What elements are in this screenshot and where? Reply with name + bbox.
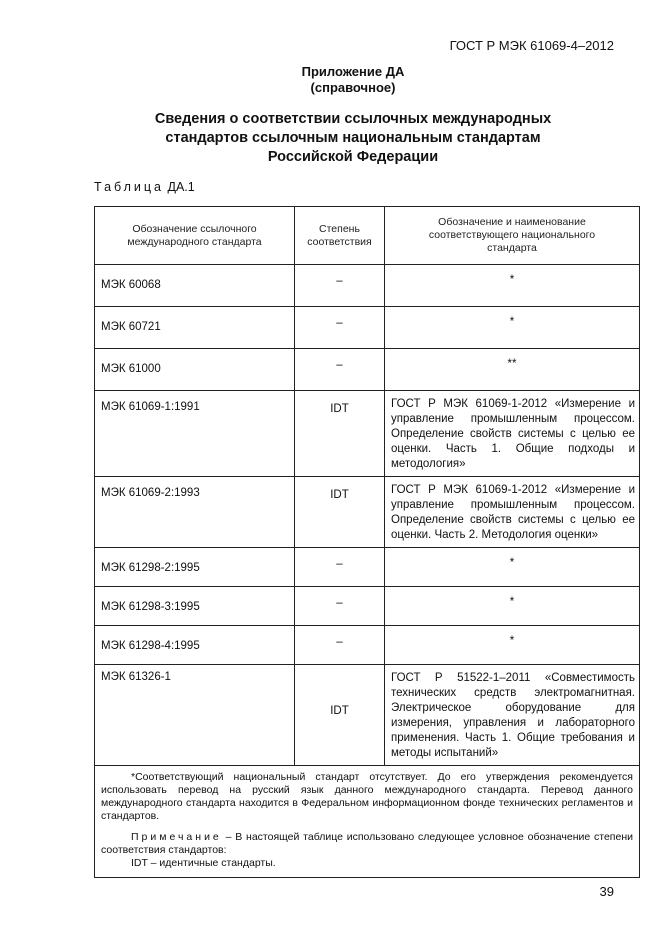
cell-degree: – bbox=[295, 265, 385, 307]
cell-national: * bbox=[385, 626, 640, 665]
table-row bbox=[95, 665, 640, 766]
cell-standard: МЭК 60721 bbox=[95, 307, 295, 349]
cell-national: * bbox=[385, 307, 640, 349]
cell-degree: – bbox=[295, 626, 385, 665]
cell-national: * bbox=[385, 587, 640, 626]
cell-national: ГОСТ Р МЭК 61069-1-2012 «Измерение и управление промышленным процессом. Определение свойств системы с целью ее оценки. Часть 2. Методология оценки» bbox=[385, 477, 640, 548]
page-title bbox=[0, 110, 661, 167]
table-row bbox=[95, 477, 640, 548]
note-item: IDT – идентичные стандарты. bbox=[131, 857, 276, 869]
cell-national: ** bbox=[385, 349, 640, 391]
table-row bbox=[95, 626, 640, 665]
title-line-3: Российской Федерации bbox=[267, 149, 439, 165]
cell-national: ГОСТ Р 51522-1–2011 «Совместимость технических средств электромагнитная. Электрическое оборудование для измерения, управления и лабораторного применения. Часть 1. Общие требования и методы испытаний» bbox=[385, 665, 640, 766]
standards-table bbox=[94, 206, 640, 878]
cell-national: * bbox=[385, 548, 640, 587]
cell-standard: МЭК 61000 bbox=[95, 349, 295, 391]
table-label bbox=[94, 180, 195, 194]
table-footnote-row bbox=[95, 766, 640, 878]
appendix-subtitle: (справочное) bbox=[310, 80, 396, 95]
note bbox=[101, 831, 633, 857]
footnote-cell bbox=[95, 766, 640, 878]
cell-national: ГОСТ Р МЭК 61069-1-2012 «Измерение и управление промышленным процессом. Определение свойств системы с целью ее оценки. Часть 1. Общие подходы и методология» bbox=[385, 391, 640, 477]
note-label: Примечание bbox=[131, 831, 222, 843]
table-label-number: ДА.1 bbox=[167, 180, 195, 194]
cell-standard: МЭК 61298-4:1995 bbox=[95, 626, 295, 665]
header-international-standard: Обозначение ссылочного международного стандарта bbox=[95, 207, 295, 265]
cell-standard: МЭК 61069-1:1991 bbox=[95, 391, 295, 477]
page-number: 39 bbox=[599, 884, 614, 899]
appendix-title: Приложение ДА bbox=[301, 64, 405, 79]
table-row bbox=[95, 548, 640, 587]
cell-standard: МЭК 61326-1 bbox=[95, 665, 295, 766]
table-header-row bbox=[95, 207, 640, 265]
table-row bbox=[95, 391, 640, 477]
table-label-word: Таблица bbox=[94, 180, 165, 194]
title-line-2: стандартов ссылочным национальным стандартам bbox=[165, 130, 541, 146]
cell-degree: – bbox=[295, 349, 385, 391]
cell-degree: – bbox=[295, 587, 385, 626]
cell-standard: МЭК 61298-2:1995 bbox=[95, 548, 295, 587]
table-row bbox=[95, 587, 640, 626]
cell-degree: IDT bbox=[295, 665, 385, 766]
cell-degree: – bbox=[295, 548, 385, 587]
cell-standard: МЭК 60068 bbox=[95, 265, 295, 307]
cell-national: * bbox=[385, 265, 640, 307]
cell-degree: – bbox=[295, 307, 385, 349]
cell-standard: МЭК 61069-2:1993 bbox=[95, 477, 295, 548]
table-row bbox=[95, 349, 640, 391]
header-national-standard: Обозначение и наименование соответствующего национального стандарта bbox=[385, 207, 640, 265]
cell-degree: IDT bbox=[295, 391, 385, 477]
document-code: ГОСТ Р МЭК 61069-4–2012 bbox=[449, 38, 614, 53]
note-text: – В настоящей таблице использовано следующее условное обозначение степени соответствия стандартов: bbox=[101, 831, 633, 856]
cell-standard: МЭК 61298-3:1995 bbox=[95, 587, 295, 626]
appendix-heading bbox=[0, 64, 661, 96]
table-row bbox=[95, 307, 640, 349]
footnote-text: *Соответствующий национальный стандарт отсутствует. До его утверждения рекомендуется использовать перевод на русский язык данного международного стандарта. Перевод данного международного стандарта находится в Федеральном информационном фонде технических регламентов и стандартов. bbox=[101, 771, 633, 822]
cell-degree: IDT bbox=[295, 477, 385, 548]
header-degree: Степень соответствия bbox=[295, 207, 385, 265]
table-row bbox=[95, 265, 640, 307]
title-line-1: Сведения о соответствии ссылочных международных bbox=[154, 111, 552, 127]
